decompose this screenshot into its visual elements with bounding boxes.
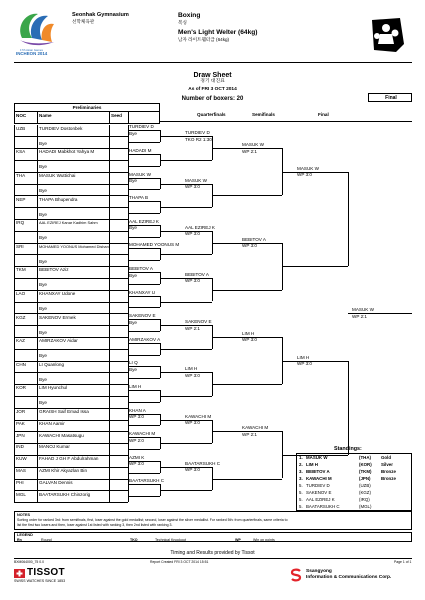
entrant-row-line — [14, 384, 128, 385]
entrant-noc: JPN — [16, 432, 25, 438]
final-box — [368, 93, 412, 102]
bye-label: Bye — [39, 235, 47, 241]
qf-bottom-line — [160, 207, 212, 208]
entrant-name: SAKENOV Ermek — [39, 314, 76, 320]
r1-winner-name: SAKENOV E — [129, 313, 156, 319]
entrant-noc: KOR — [16, 385, 26, 391]
tissot-tagline: SWISS WATCHES SINCE 1853 — [14, 579, 66, 583]
finalist-result: WP 3:0 — [297, 361, 312, 366]
entrant-noc: UZB — [16, 125, 26, 131]
entrant-row-line — [14, 302, 128, 303]
finalist-name: LIM H — [297, 354, 310, 360]
entrant-noc: KSA — [16, 149, 26, 155]
r1-winner-name: KHANXAY U — [129, 289, 156, 295]
entrant-name: AZMI Khir Akyazlan Bin — [39, 467, 87, 473]
r1-bottom-line — [128, 213, 160, 214]
final-header: Final — [318, 112, 329, 117]
r1-bottom-line — [128, 237, 160, 238]
qf-winner-name: LIM H — [185, 366, 198, 372]
entrant-name: THAPA Bhupendra — [39, 196, 78, 202]
r1-winner-name: AAL EZIREJ K — [129, 218, 159, 224]
entrant-name: AMIRZAKOV Aidar — [39, 338, 78, 344]
number-of-boxers: Number of boxers: 20 — [181, 96, 244, 102]
r1-bottom-line — [128, 307, 160, 308]
legend-desc: Technical Knockout — [155, 538, 186, 542]
standings-pos: 5. — [299, 496, 303, 502]
entrant-noc: IRQ — [16, 220, 25, 226]
qf-result: WP 2:1 — [185, 325, 200, 331]
standings-name: KAWACHI M — [306, 475, 332, 481]
entrant-noc: LAO — [16, 290, 26, 296]
bye-label: Bye — [39, 400, 47, 406]
table-left-edge — [14, 125, 15, 503]
standings-pos: 3. — [299, 475, 303, 481]
final-box-label: Final — [385, 95, 397, 101]
qf-result: WP 3:0 — [185, 420, 200, 425]
entrant-row-line — [14, 266, 128, 267]
entrant-name: MANOJ Kumar — [39, 444, 70, 450]
entrant-row-line — [14, 502, 128, 503]
footer-rule — [14, 558, 412, 559]
standings-name: MASUK W — [306, 454, 328, 460]
entrant-noc: JOR — [16, 408, 26, 414]
notes-text-line2: list the first two losers and then, loser against 1st listed with ranking 3, then 2nd listed with ranking 3. — [17, 522, 173, 527]
standings-noc: (TKM) — [359, 468, 372, 474]
sf-winner-name: KAWACHI M — [242, 425, 269, 431]
standings-name: BEBITOV A — [306, 468, 330, 474]
preliminaries-label: Preliminaries — [72, 105, 102, 110]
qf-winner-name: BAATARSUKH C — [185, 460, 221, 466]
entrant-name: LI Quanlong — [39, 361, 65, 367]
games-logo-text: INCHEON 2014 — [16, 51, 48, 56]
r1-bottom-line — [128, 189, 160, 190]
entrant-row-line — [14, 278, 128, 279]
quarterfinals-header: Quarterfinals — [197, 112, 226, 117]
draw-sheet-title-korean: 경기 대진표 — [200, 79, 225, 84]
bye-label: Bye — [39, 329, 47, 335]
standings-pos: 3. — [299, 468, 303, 474]
sport-name-korean: 복싱 — [178, 20, 187, 25]
entrant-noc: MGL — [16, 491, 26, 497]
entrant-noc: CHN — [16, 361, 26, 367]
entrant-row-line — [14, 325, 128, 326]
entrant-name: AAL EZIREJ Kanar Kadhim Sahm — [39, 220, 98, 226]
standings-noc: (THA) — [359, 454, 371, 460]
r1-winner-name: HADADI M — [129, 148, 152, 153]
qf-bottom-line — [160, 254, 212, 255]
draw-sheet-title: Draw Sheet — [193, 72, 232, 79]
event-name-korean: 남자 라이트웰터급 (64kg) — [178, 37, 230, 42]
name-column-header: Name — [39, 113, 52, 118]
final-top-line — [282, 172, 348, 173]
tissot-wordmark: TISSOT — [27, 567, 65, 578]
r1-bottom-line — [128, 331, 160, 332]
sf-winner-name: BEBITOV A — [242, 236, 266, 242]
entrant-name: BAATARSUKH Chinzorig — [39, 491, 91, 497]
noc-col-divider — [37, 111, 38, 124]
entrant-noc: PAK — [16, 420, 25, 426]
sf-bottom-line — [212, 195, 282, 196]
standings-pos: 2. — [299, 461, 303, 467]
r1-top-line — [128, 201, 160, 202]
entrant-name: MOHAMED YOONUS Mohamed Dishan — [39, 243, 109, 249]
qf-result: WP 3:0 — [185, 372, 200, 378]
r1-result: Bye — [129, 130, 137, 136]
entrant-name: BEBITOV Aziz — [39, 267, 69, 273]
standings-pos: 5. — [299, 503, 303, 509]
as-of-date: As of FRI 3 OCT 2014 — [188, 87, 237, 92]
r1-winner-name: BAATARSUKH C — [129, 478, 165, 484]
r1-winner-name: MASUK W — [129, 171, 151, 177]
final-connector — [348, 172, 349, 266]
r1-winner-name: THAPA B — [129, 195, 149, 201]
sf-winner-name: LIM H — [242, 330, 255, 336]
report-code: BXM064000_75 0.0 — [14, 560, 44, 564]
rounds-header-underline — [160, 121, 412, 122]
standings-name: TURDIEV D — [306, 482, 330, 488]
entrant-row-line — [14, 372, 128, 373]
entrant-name: KAWACHI Masatsugu — [39, 432, 84, 438]
entrant-row-line — [14, 396, 128, 397]
r1-winner-name: LIM H — [129, 384, 142, 389]
standings-noc: (JPN) — [359, 475, 371, 481]
notes-title: NOTES — [17, 513, 31, 517]
standings-pos: 5. — [299, 489, 303, 495]
entrant-row-line — [14, 443, 128, 444]
games-logo-icon — [14, 8, 58, 48]
entrant-name: FAHAD J GH F Abdulrahman — [39, 456, 99, 462]
final-bottom-line — [282, 266, 348, 267]
r1-winner-name: KAWACHI M — [129, 431, 156, 437]
sport-name: Boxing — [178, 12, 201, 19]
qf-winner-name: SAKENOV E — [185, 319, 212, 325]
qf-winner-name: KAWACHI M — [185, 413, 212, 419]
qf-winner-name: BEBITOV A — [185, 271, 209, 277]
bye-label: Bye — [39, 188, 47, 193]
entrant-noc: TKM — [16, 267, 26, 273]
venue-name: Seonhak Gymnasium — [72, 12, 129, 18]
bye-label: Bye — [39, 211, 47, 217]
noc-column-line — [37, 125, 38, 503]
entrant-name: GRAISH Saif Emad Issa — [39, 408, 89, 414]
r1-result: Bye — [129, 366, 137, 372]
r1-winner-name: MOHAMED YOONUS M — [129, 242, 180, 248]
r1-result: Bye — [129, 272, 137, 278]
entrant-noc: PHI — [16, 479, 24, 485]
final-connector — [348, 361, 349, 455]
entrant-name: KHAN Aamir — [39, 420, 65, 426]
bye-label: Bye — [39, 164, 47, 170]
sf-result: WP 2:1 — [242, 431, 257, 437]
sf-bottom-line — [212, 290, 282, 291]
standings-medal: Bronze — [381, 468, 396, 474]
tissot-cross-icon — [14, 569, 25, 578]
sf-result: WP 3:0 — [242, 243, 257, 248]
r1-result: WP 3:0 — [129, 414, 144, 420]
entrant-row-line — [14, 207, 128, 208]
ssangyong-subtitle: Information & Communications Corp. — [306, 575, 392, 580]
entrant-noc: KUW — [16, 456, 27, 462]
standings-pos: 5. — [299, 482, 303, 488]
entrant-name: LIM Hyunchul — [39, 385, 68, 391]
champion-name: MASUK W — [352, 307, 374, 313]
entrant-noc: KAZ — [16, 338, 25, 344]
noc-column-header: NOC — [16, 113, 27, 118]
qf-bottom-line — [160, 160, 212, 161]
r1-top-line — [128, 248, 160, 249]
finalist-name: MASUK W — [297, 165, 319, 171]
event-name: Men's Light Welter (64kg) — [178, 29, 258, 36]
r1-top-line — [128, 343, 160, 344]
r1-winner-name: AMIRZAKOV A — [129, 336, 161, 342]
standings-noc: (IRQ) — [359, 496, 370, 502]
qf-result: TKO R2 1:30 — [185, 136, 212, 142]
r1-result: Bye — [129, 225, 137, 231]
r1-bottom-line — [128, 496, 160, 497]
final-top-line — [282, 361, 348, 362]
r1-bottom-line — [128, 260, 160, 261]
r1-bottom-line — [128, 142, 160, 143]
r1-top-line — [128, 296, 160, 297]
header-sub-divider — [14, 111, 160, 112]
r1-bottom-line — [128, 449, 160, 450]
r1-top-line — [128, 484, 160, 485]
seed-col-divider — [109, 111, 110, 124]
qf-winner-name: TURDIEV D — [185, 130, 210, 136]
entrant-name: HADADI Mabkhot Yahya M — [39, 149, 95, 155]
legend-title: LEGEND — [17, 533, 33, 537]
qf-winner-name: MASUK W — [185, 177, 207, 183]
standings-name: SAKENOV E — [306, 489, 332, 495]
bye-label: Bye — [39, 140, 47, 146]
qf-result: WP 3:0 — [185, 184, 200, 189]
notes-box — [14, 512, 412, 530]
entrant-name: KHANXAY Udone — [39, 290, 76, 296]
legend-code: WP — [235, 538, 241, 542]
qf-bottom-line — [160, 396, 212, 397]
standings-title: Standings: — [334, 446, 362, 452]
qf-bottom-line — [160, 443, 212, 444]
standings-table — [296, 453, 412, 511]
seed-column-line — [109, 125, 110, 503]
entrant-row-line — [14, 361, 128, 362]
entrant-name: GALVAN Dennis — [39, 479, 73, 485]
entrant-noc: NEP — [16, 196, 26, 202]
venue-name-korean: 선학체육관 — [72, 19, 95, 24]
bye-label: Bye — [39, 376, 47, 382]
entrant-name: MASUK Wuttichai — [39, 172, 76, 178]
standings-medal: Gold — [381, 454, 391, 460]
bye-label: Bye — [39, 353, 47, 359]
standings-pos: 1. — [299, 454, 303, 460]
games-logo — [14, 8, 58, 56]
entrant-row-line — [14, 231, 128, 232]
entrant-noc: THA — [16, 172, 26, 178]
notes-text-line1: Sorting order for ranked 3rd: from semifinals, first, loser against the gold medallist; second, loser against the silver medallist. For ranked 5th: from quarterfinals, same criteria to — [17, 518, 288, 522]
r1-bottom-line — [128, 402, 160, 403]
r1-result: Bye — [129, 178, 137, 184]
r1-bottom-line — [128, 378, 160, 379]
boxing-pictogram-icon — [366, 14, 408, 56]
qf-result: WP 3:0 — [185, 278, 200, 284]
qf-result: WP 3:0 — [185, 231, 200, 237]
bye-label: Bye — [39, 306, 47, 311]
standings-noc: (KGZ) — [359, 489, 371, 495]
entrant-row-line — [14, 254, 128, 255]
page-number: Page 1 of 1 — [394, 560, 412, 564]
entrant-noc: KGZ — [16, 314, 26, 320]
sf-bottom-line — [212, 384, 282, 385]
header-divider — [14, 62, 412, 63]
boxing-pictogram — [366, 14, 408, 56]
r1-bottom-line — [128, 425, 160, 426]
r1-result: WP 3:0 — [129, 461, 144, 467]
bye-label: Bye — [39, 282, 47, 288]
sf-bottom-line — [212, 479, 282, 480]
entrant-row-line — [14, 136, 128, 137]
entrant-noc: IND — [16, 444, 24, 450]
qf-bottom-line — [160, 490, 212, 491]
standings-medal: Silver — [381, 461, 393, 467]
semifinals-header: Semifinals — [252, 112, 275, 117]
timing-credit: Timing and Results provided by Tissot — [170, 550, 255, 556]
r1-winner-name: TURDIEV D — [129, 124, 154, 130]
entrant-row-line — [14, 420, 128, 421]
r1-winner-name: KHAN A — [129, 407, 146, 413]
legend-box — [14, 532, 412, 542]
entrant-name: TURDIEV Dostonbek — [39, 125, 83, 131]
champion-result: WP 2:1 — [352, 313, 367, 319]
ssangyong-name: Ssangyong — [306, 569, 332, 574]
standings-panel — [296, 447, 412, 513]
ssangyong-s-icon — [289, 568, 303, 582]
standings-medal: Bronze — [381, 475, 396, 481]
finalist-result: WP 3:0 — [297, 172, 312, 178]
sf-result: WP 3:0 — [242, 337, 257, 343]
r1-bottom-line — [128, 473, 160, 474]
r1-bottom-line — [128, 166, 160, 167]
standings-name: BAATARSUKH C — [306, 503, 340, 509]
qf-result: WP 3:0 — [185, 467, 200, 473]
standings-name: AAL EZIREJ K — [306, 496, 335, 502]
r1-top-line — [128, 154, 160, 155]
sf-result: WP 2:1 — [242, 148, 257, 154]
legend-code: Rn — [17, 538, 22, 542]
r1-bottom-line — [128, 284, 160, 285]
r1-top-line — [128, 390, 160, 391]
standings-noc: (UZB) — [359, 482, 371, 488]
entrant-row-line — [14, 349, 128, 350]
legend-code: TKO — [130, 538, 138, 542]
games-logo-subtitle: 17th Asian Games — [20, 48, 43, 52]
r1-result: WP 2:0 — [129, 437, 144, 443]
seed-col-right — [128, 111, 129, 124]
sf-winner-name: MASUK W — [242, 142, 264, 148]
qf-winner-name: AAL EZIREJ K — [185, 224, 215, 230]
seed-column-header: Seed — [111, 113, 122, 118]
r1-winner-name: LI Q — [129, 360, 138, 366]
standings-noc: (MGL) — [359, 503, 372, 509]
bye-label: Bye — [39, 258, 47, 264]
report-created: Report Created FRI 3 OCT 2014 15:51 — [150, 560, 209, 564]
standings-name: LIM H — [306, 461, 318, 467]
entrant-noc: SRI — [16, 243, 24, 249]
r1-winner-name: AZMI K — [129, 454, 145, 460]
r1-result: Bye — [129, 319, 137, 325]
entrant-noc: MAS — [16, 467, 26, 473]
r1-bottom-line — [128, 355, 160, 356]
qf-bottom-line — [160, 349, 212, 350]
legend-desc: Round — [41, 538, 52, 542]
qf-bottom-line — [160, 302, 212, 303]
entrant-row-line — [14, 184, 128, 185]
legend-desc: Win on points — [253, 538, 275, 542]
r1-winner-name: BEBITOV A — [129, 266, 153, 271]
entrant-row-line — [14, 160, 128, 161]
standings-noc: (KOR) — [359, 461, 372, 467]
